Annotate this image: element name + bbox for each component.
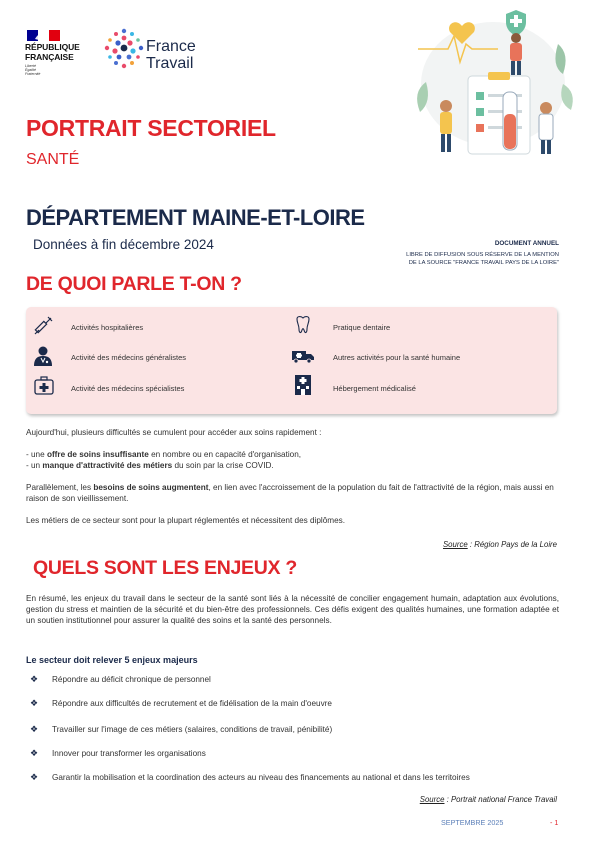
tooth-icon bbox=[293, 315, 313, 335]
france-travail-wordmark: France Travail bbox=[146, 38, 196, 72]
intro-bullet: - une offre de soins insuffisante en nombre ou en capacité d'organisation, bbox=[26, 450, 302, 459]
activity-label: Autres activités pour la santé humaine bbox=[333, 353, 461, 362]
devise-label: Liberté Égalité Fraternité bbox=[25, 64, 41, 77]
enjeu-item: ❖ Répondre aux difficultés de recrutement et de fidélisation de la main d'oeuvre bbox=[30, 698, 332, 708]
section-title-enjeux: QUELS SONT LES ENJEUX ? bbox=[33, 557, 297, 579]
activity-label: Activité des médecins spécialistes bbox=[71, 384, 185, 393]
enjeux-heading: Le secteur doit relever 5 enjeux majeurs bbox=[26, 655, 198, 665]
activity-label: Activités hospitalières bbox=[71, 323, 144, 332]
republique-francaise-label: RÉPUBLIQUE FRANÇAISE bbox=[25, 42, 80, 62]
doctor-icon bbox=[33, 345, 53, 367]
diamond-bullet-icon: ❖ bbox=[30, 772, 39, 782]
summary-paragraph: En résumé, les enjeux du travail dans le secteur de la santé sont liés à la nécessité de concilier engagement humain, adaptation aux évolutions, gestion du stress et maintien de la sécurité et du bien-être des professionnels. Ces défis exigent des qualités humaines, une formation adaptée et un soutien institutionnel pour assurer la qualité des soins et la santé des personnels. bbox=[26, 594, 559, 625]
section-title-de-quoi-parle-t-on: DE QUOI PARLE T-ON ? bbox=[26, 273, 242, 295]
diffusion-notice: LIBRE DE DIFFUSION SOUS RÉSERVE DE LA MENTION DE LA SOURCE "FRANCE TRAVAIL PAYS DE LA LOIRE" bbox=[406, 252, 559, 266]
intro-bullet: - un manque d'attractivité des métiers du soin par la crise COVID. bbox=[26, 461, 274, 470]
france-travail-logo-icon bbox=[103, 27, 145, 73]
intro-text bbox=[26, 427, 566, 526]
syringe-icon bbox=[33, 316, 53, 336]
enjeu-item: ❖ Innover pour transformer les organisations bbox=[30, 748, 206, 758]
enjeu-item: ❖ Travailler sur l'image de ces métiers (salaires, conditions de travail, pénibilité) bbox=[30, 724, 333, 734]
healthcare-illustration bbox=[398, 4, 578, 164]
document-type: DOCUMENT ANNUEL bbox=[494, 240, 559, 247]
diamond-bullet-icon: ❖ bbox=[30, 698, 39, 708]
activities-box bbox=[26, 307, 557, 414]
intro-paragraph: Les métiers de ce secteur sont pour la plupart réglementés et nécessitent des diplômes. bbox=[26, 516, 346, 525]
hospital-icon bbox=[294, 374, 312, 396]
page-subtitle: SANTÉ bbox=[26, 151, 80, 168]
page-number: - 1 bbox=[550, 818, 559, 827]
source-note: Source : Région Pays de la Loire bbox=[442, 540, 557, 549]
diamond-bullet-icon: ❖ bbox=[30, 674, 39, 684]
activity-label: Activité des médecins généralistes bbox=[71, 353, 187, 362]
ambulance-icon bbox=[291, 349, 315, 363]
intro-paragraph: Aujourd'hui, plusieurs difficultés se cumulent pour accéder aux soins rapidement : bbox=[26, 428, 322, 437]
enjeu-item: ❖ Garantir la mobilisation et la coordination des acteurs au niveau des financements au national et dans les territoires bbox=[30, 772, 470, 782]
department-title: DÉPARTEMENT MAINE-ET-LOIRE bbox=[26, 205, 365, 230]
medical-case-icon bbox=[34, 375, 54, 395]
enjeu-item: ❖ Répondre au déficit chronique de personnel bbox=[30, 674, 211, 684]
diamond-bullet-icon: ❖ bbox=[30, 748, 39, 758]
activity-label: Hébergement médicalisé bbox=[333, 384, 416, 393]
page-title: PORTRAIT SECTORIEL bbox=[26, 115, 276, 141]
activity-label: Pratique dentaire bbox=[333, 323, 391, 332]
data-date: Données à fin décembre 2024 bbox=[33, 237, 214, 252]
diamond-bullet-icon: ❖ bbox=[30, 724, 39, 734]
marianne-logo bbox=[27, 30, 61, 41]
footer-date: SEPTEMBRE 2025 bbox=[441, 818, 504, 827]
source-note: Source : Portrait national France Travail bbox=[419, 795, 557, 804]
intro-paragraph: Parallèlement, les besoins de soins augmentent, en lien avec l'accroissement de la population du fait de l'attractivité de la région, mais aussi en raison de son vieillissement. bbox=[26, 483, 554, 503]
